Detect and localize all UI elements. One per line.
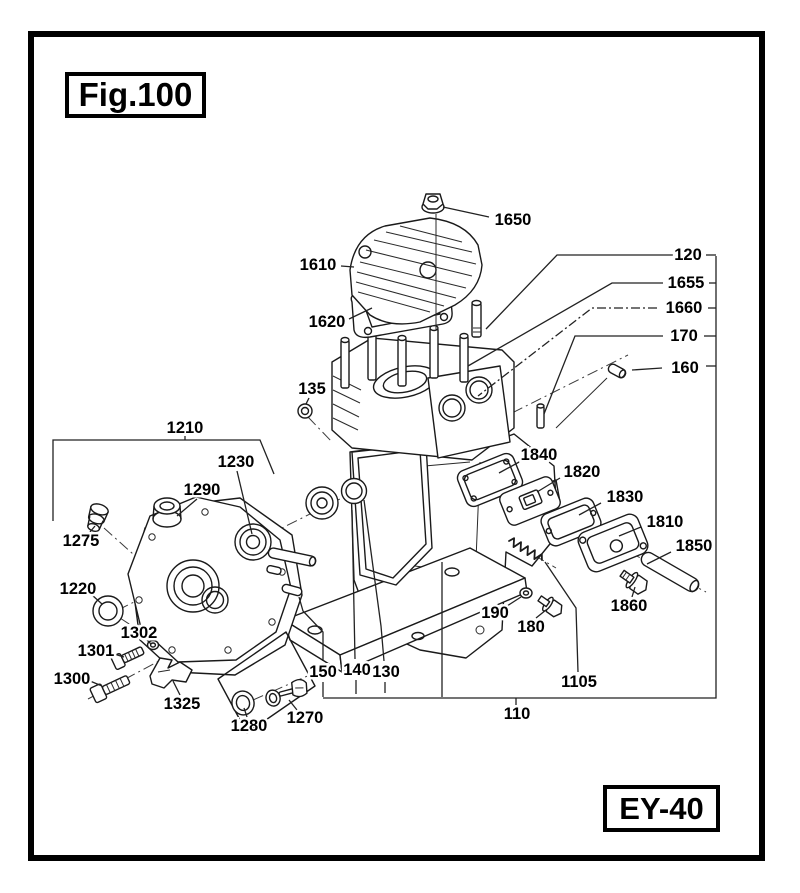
part-label-1300: 1300 bbox=[53, 670, 91, 688]
part-label-1820: 1820 bbox=[563, 463, 601, 481]
part-label-1650: 1650 bbox=[494, 211, 532, 229]
figure-number-box bbox=[65, 72, 206, 118]
part-label-150: 150 bbox=[309, 663, 337, 681]
part-label-1655: 1655 bbox=[667, 274, 705, 292]
part-label-110: 110 bbox=[503, 705, 531, 723]
part-label-160: 160 bbox=[671, 359, 699, 377]
part-label-120: 120 bbox=[674, 246, 702, 264]
pipe-1850-art bbox=[639, 550, 701, 594]
part-label-140: 140 bbox=[343, 661, 371, 679]
pin-160-art bbox=[607, 363, 627, 379]
part-label-1280: 1280 bbox=[230, 717, 268, 735]
part-label-1302: 1302 bbox=[120, 624, 158, 642]
leader-1325 bbox=[173, 681, 180, 695]
part-label-1220: 1220 bbox=[59, 580, 97, 598]
part-label-1610: 1610 bbox=[299, 256, 337, 274]
leader-170 bbox=[544, 336, 663, 414]
leader-1105 bbox=[545, 562, 578, 672]
part-label-1275: 1275 bbox=[62, 532, 100, 550]
model-number-box bbox=[603, 785, 720, 832]
part-label-180: 180 bbox=[517, 618, 545, 636]
part-label-1830: 1830 bbox=[606, 488, 644, 506]
stud-170-art bbox=[537, 406, 544, 428]
cylinder-head-1610-art bbox=[350, 214, 482, 330]
leader-135 bbox=[306, 398, 309, 404]
part-label-1850: 1850 bbox=[675, 537, 713, 555]
part-label-1840: 1840 bbox=[520, 446, 558, 464]
part-label-1860: 1860 bbox=[610, 597, 648, 615]
model-number: EY-40 bbox=[619, 790, 704, 826]
part-label-1810: 1810 bbox=[646, 513, 684, 531]
part-label-1230: 1230 bbox=[217, 453, 255, 471]
part-label-1290: 1290 bbox=[183, 481, 221, 499]
seal-1280-art bbox=[229, 689, 256, 718]
oil-gauge-1270-art bbox=[263, 678, 310, 708]
leader-120 bbox=[486, 255, 675, 329]
leader-160 bbox=[632, 368, 662, 370]
part-label-135: 135 bbox=[298, 380, 326, 398]
part-label-1620: 1620 bbox=[308, 313, 346, 331]
part-label-170: 170 bbox=[670, 327, 698, 345]
washer-190-art bbox=[520, 588, 532, 598]
leader-180 bbox=[536, 610, 546, 618]
leader-1650 bbox=[443, 207, 489, 217]
part-label-1105: 1105 bbox=[561, 673, 597, 691]
figure-number: Fig.100 bbox=[78, 76, 193, 113]
head-nut-1650-art bbox=[422, 194, 444, 213]
part-label-130: 130 bbox=[372, 663, 400, 681]
part-label-1325: 1325 bbox=[163, 695, 201, 713]
part-label-1301: 1301 bbox=[77, 642, 115, 660]
part-label-1210: 1210 bbox=[166, 419, 204, 437]
part-label-1270: 1270 bbox=[286, 709, 324, 727]
ring-135-art bbox=[298, 404, 312, 418]
part-label-190: 190 bbox=[481, 604, 509, 622]
part-label-1660: 1660 bbox=[665, 299, 703, 317]
